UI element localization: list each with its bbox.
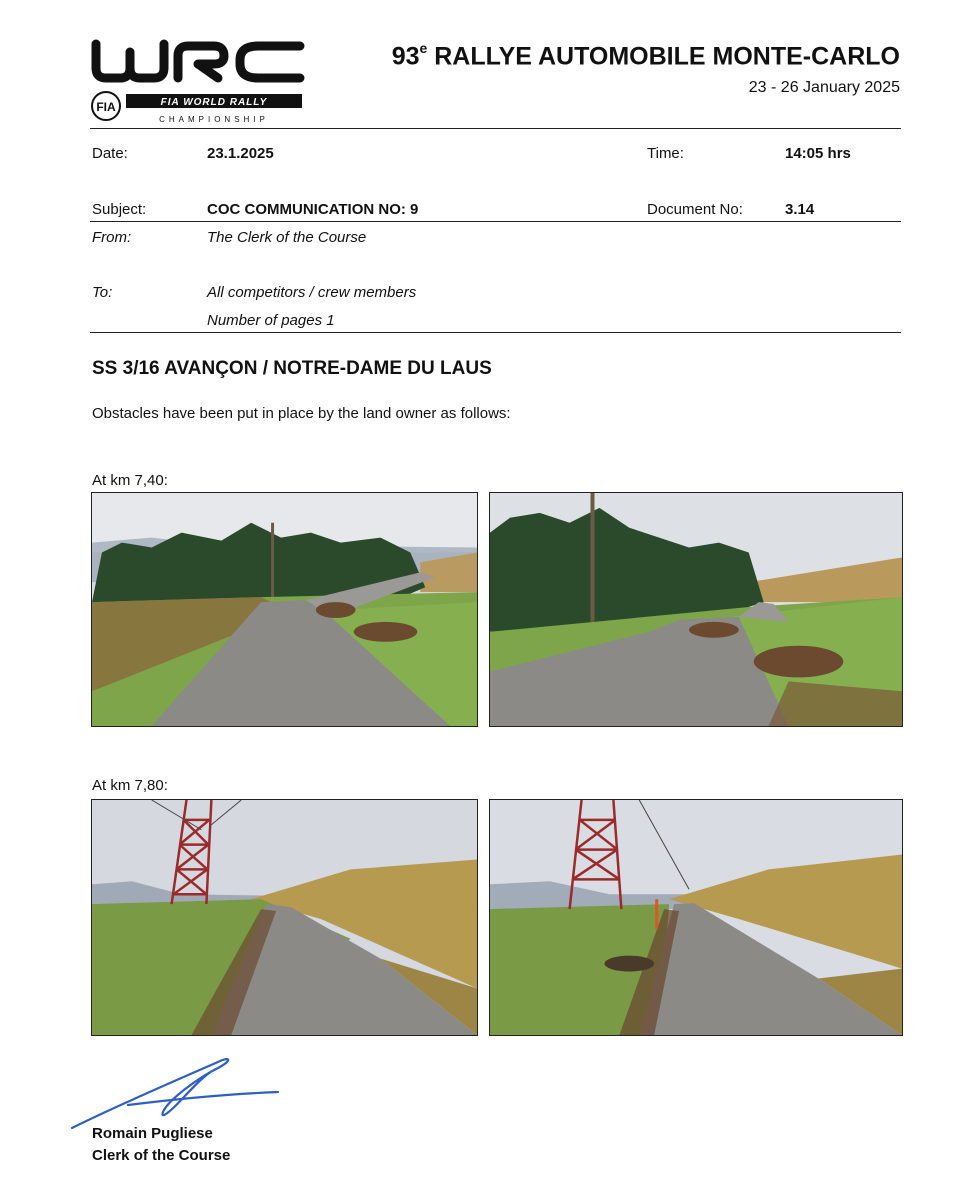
subject-label: Subject:: [92, 201, 147, 218]
subject-divider: [90, 221, 901, 222]
wrc-logo: [90, 38, 310, 128]
header-divider: [90, 128, 901, 129]
fia-badge-text: FIA: [96, 100, 116, 114]
location-label-2: At km 7,80:: [92, 777, 168, 794]
to-value: All competitors / crew members: [207, 284, 417, 301]
event-number: 93: [391, 42, 420, 71]
time-value: 14:05 hrs: [785, 145, 851, 162]
event-superscript: e: [419, 40, 428, 56]
signature: [68, 1050, 283, 1135]
photo-km780-right: [489, 799, 903, 1036]
event-title: [392, 42, 900, 71]
event-name: RALLYE AUTOMOBILE MONTE-CARLO: [434, 42, 900, 71]
to-label: To:: [92, 284, 113, 301]
photo-km780-left: [91, 799, 478, 1036]
signer-role: Clerk of the Course: [92, 1147, 231, 1164]
signer-name: Romain Pugliese: [92, 1125, 213, 1142]
docno-label: Document No:: [647, 201, 743, 218]
pages-value: Number of pages 1: [207, 312, 335, 329]
from-label: From:: [92, 229, 132, 246]
subject-value: COC COMMUNICATION NO: 9: [207, 201, 419, 218]
logo-line1: FIA WORLD RALLY: [160, 97, 268, 108]
section-title: SS 3/16 AVANÇON / NOTRE-DAME DU LAUS: [92, 358, 492, 379]
event-dates: 23 - 26 January 2025: [748, 79, 900, 96]
date-label: Date:: [92, 145, 128, 162]
intro-text: Obstacles have been put in place by the land owner as follows:: [92, 405, 511, 422]
logo-line2: CHAMPIONSHIP: [159, 115, 269, 124]
info-divider: [90, 332, 901, 333]
from-value: The Clerk of the Course: [207, 229, 367, 246]
photo-km740-left: [91, 492, 478, 727]
date-value: 23.1.2025: [207, 145, 274, 162]
photo-km740-right: [489, 492, 903, 727]
time-label: Time:: [647, 145, 684, 162]
location-label-1: At km 7,40:: [92, 472, 168, 489]
docno-value: 3.14: [785, 201, 815, 218]
